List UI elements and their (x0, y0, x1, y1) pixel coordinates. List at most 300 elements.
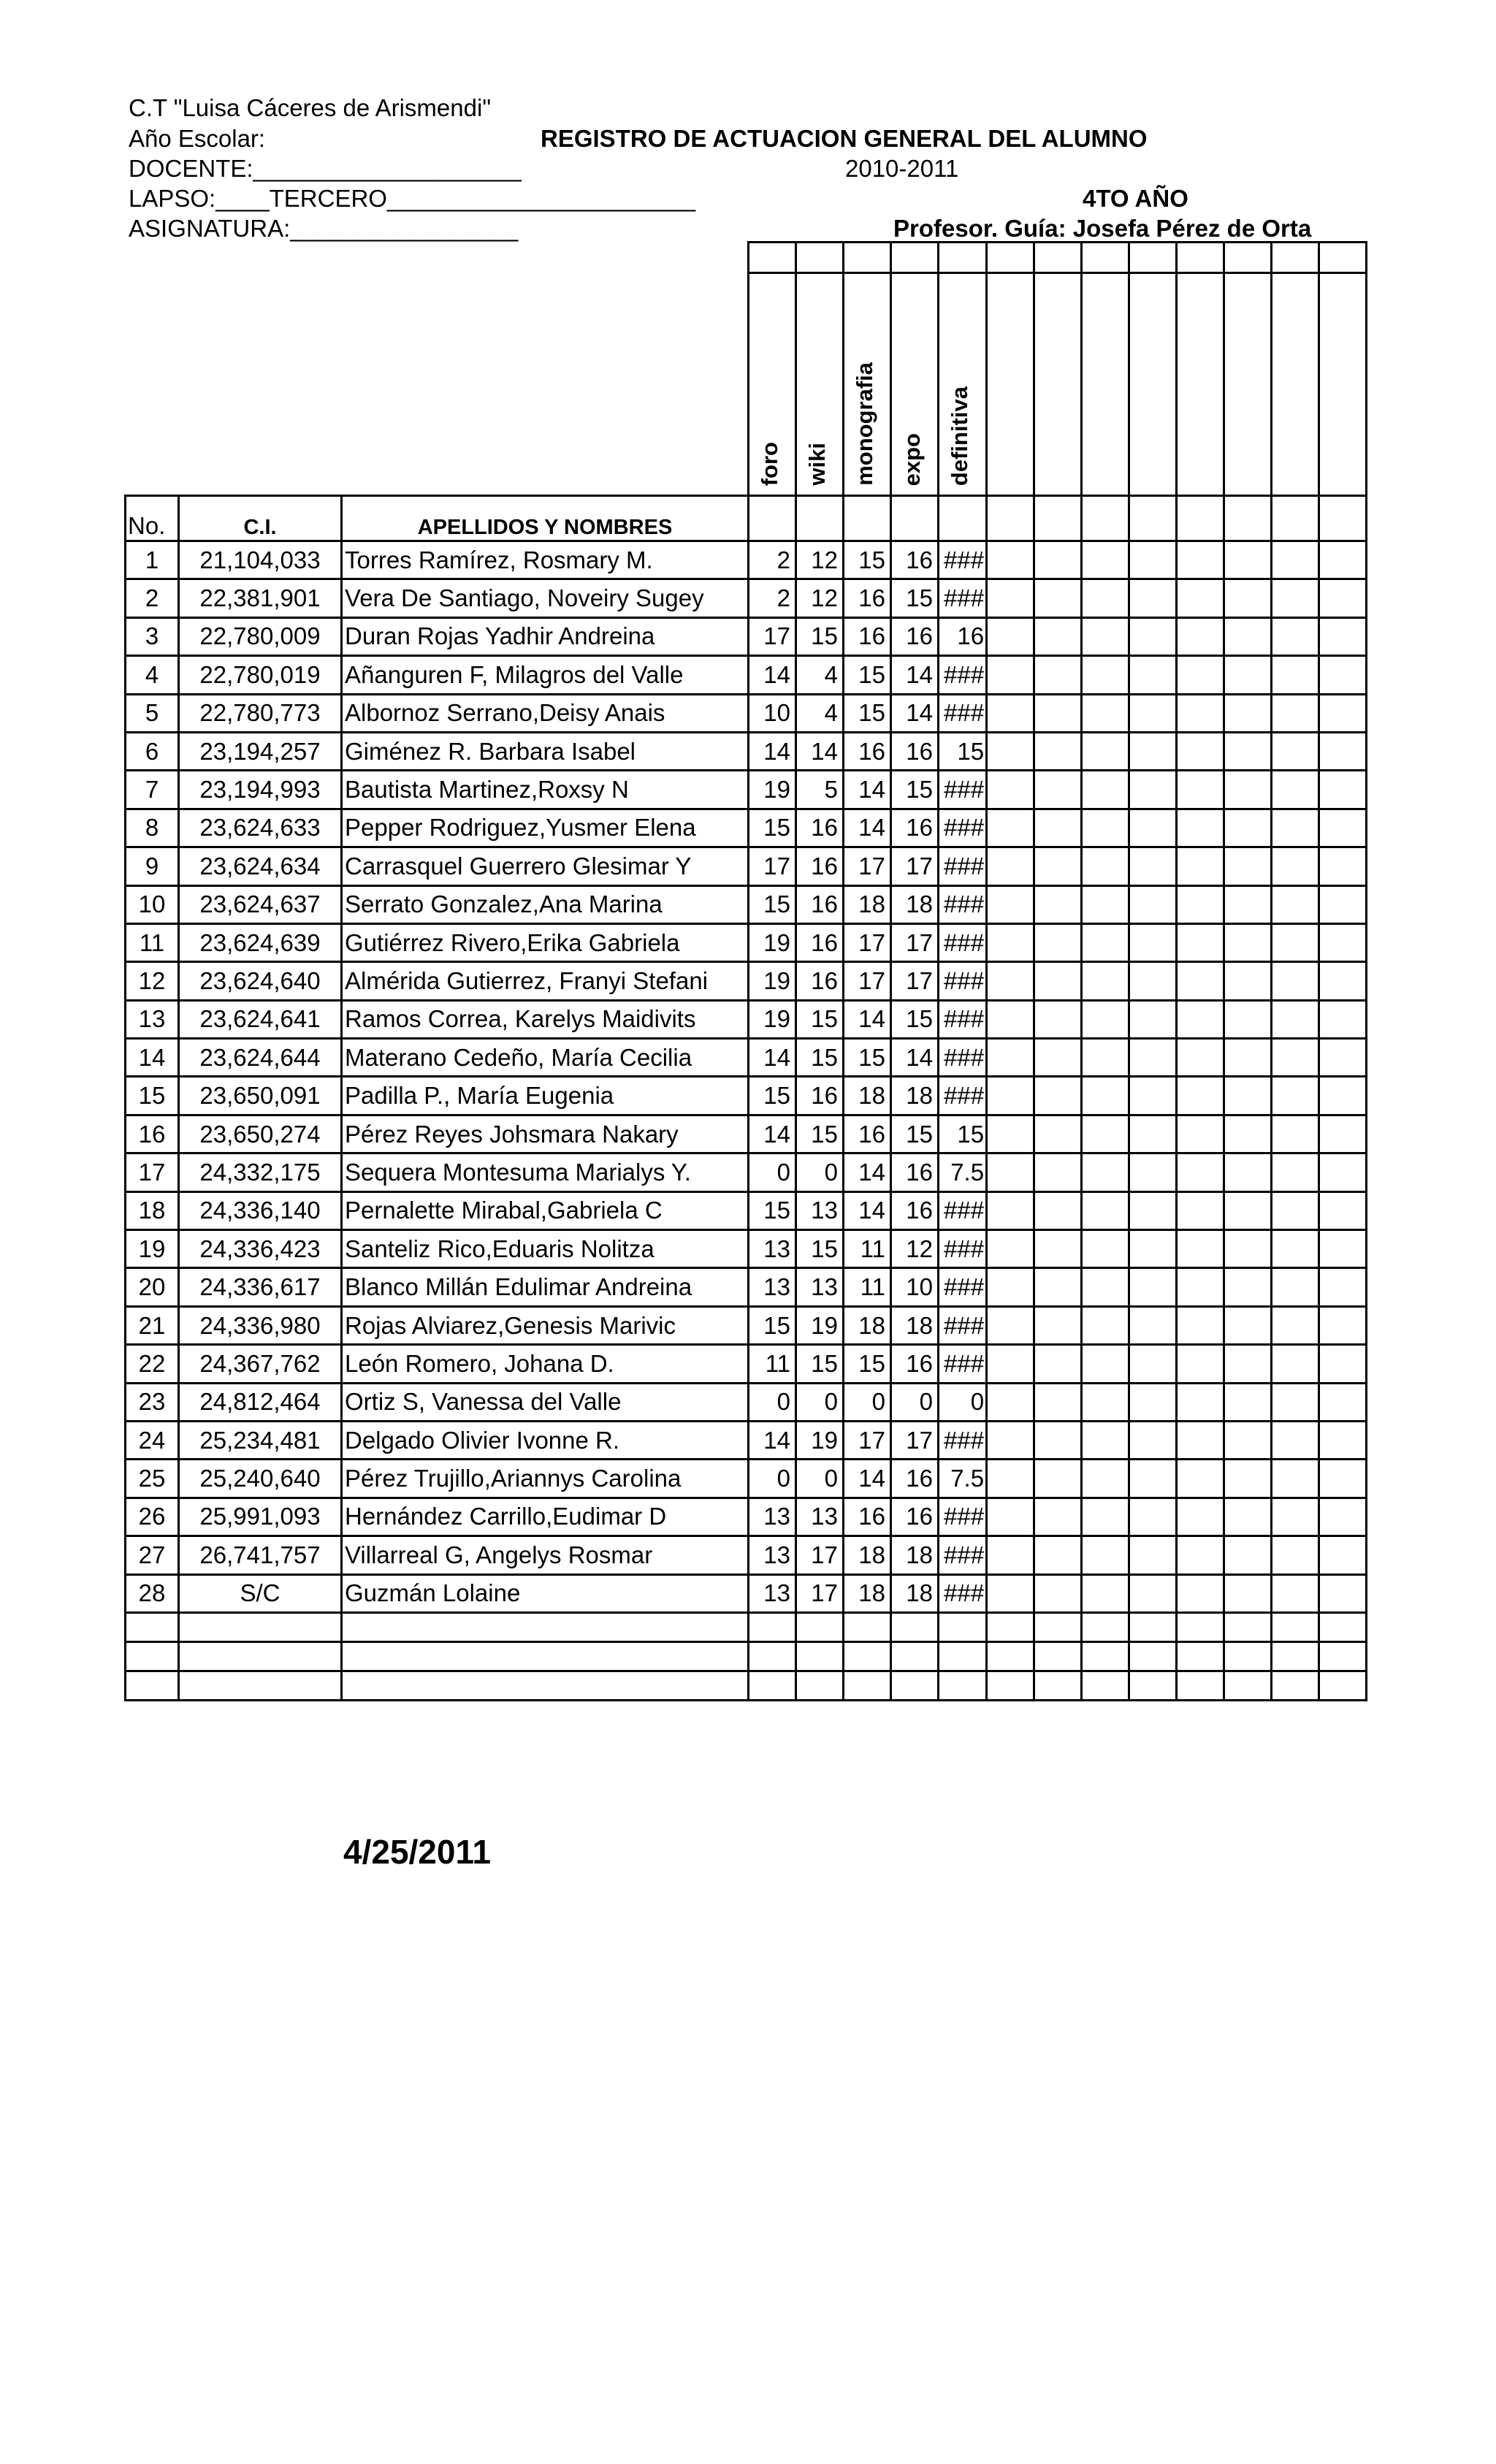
row-name: Serrato Gonzalez,Ana Marina (342, 885, 749, 923)
empty-cell (1272, 1345, 1319, 1383)
empty-cell (1272, 1115, 1319, 1153)
row-wiki: 12 (796, 541, 844, 579)
row-wiki: 19 (796, 1306, 844, 1344)
empty-cell (1082, 1306, 1129, 1344)
empty-cell (1272, 1000, 1319, 1038)
table-row (126, 1498, 1367, 1536)
empty-cell (1034, 923, 1082, 961)
row-wiki: 13 (796, 1498, 844, 1536)
row-name: Santeliz Rico,Eduaris Nolitza (342, 1230, 749, 1268)
empty-cell (1034, 1536, 1082, 1574)
row-name: Ortiz S, Vanessa del Valle (342, 1383, 749, 1421)
empty-cell (1177, 579, 1224, 617)
empty-cell (1177, 1268, 1224, 1306)
empty-cell (1319, 656, 1367, 694)
empty-cell (1224, 1460, 1272, 1498)
row-ci: 25,240,640 (179, 1460, 342, 1498)
empty-cell (1129, 1460, 1177, 1498)
document-title: REGISTRO DE ACTUACION GENERAL DEL ALUMNO (541, 125, 1148, 152)
empty-cell (1319, 617, 1367, 655)
row-expo: 15 (891, 1000, 939, 1038)
table-row (126, 579, 1367, 617)
row-definitiva: 7.5 (939, 1460, 987, 1498)
row-monografia: 11 (844, 1230, 891, 1268)
row-number: 20 (126, 1268, 179, 1306)
empty-cell (1272, 1574, 1319, 1612)
empty-cell (1082, 1498, 1129, 1536)
empty-cell (1272, 809, 1319, 847)
row-ci: 24,812,464 (179, 1383, 342, 1421)
table-row (126, 1153, 1367, 1191)
empty-cell (987, 1574, 1034, 1612)
empty-cell (1224, 1536, 1272, 1574)
empty-cell (1319, 694, 1367, 732)
row-monografia: 14 (844, 771, 891, 809)
empty-cell (1224, 1039, 1272, 1077)
row-number: 13 (126, 1000, 179, 1038)
table-row (126, 1306, 1367, 1344)
empty-cell (1319, 1574, 1367, 1612)
empty-cell (987, 732, 1034, 770)
empty-cell (1082, 1000, 1129, 1038)
row-foro: 13 (749, 1230, 796, 1268)
empty-cell (1224, 1191, 1272, 1229)
empty-cell (1272, 1460, 1319, 1498)
row-wiki: 0 (796, 1383, 844, 1421)
row-wiki: 4 (796, 694, 844, 732)
row-foro: 15 (749, 809, 796, 847)
guide-teacher: Profesor. Guía: Josefa Pérez de Orta (893, 215, 1312, 242)
row-definitiva: ### (939, 1230, 987, 1268)
row-number: 3 (126, 617, 179, 655)
empty-cell (1177, 732, 1224, 770)
row-ci: 24,332,175 (179, 1153, 342, 1191)
empty-cell (1224, 656, 1272, 694)
empty-cell (1177, 885, 1224, 923)
row-name: Hernández Carrillo,Eudimar D (342, 1498, 749, 1536)
empty-cell (987, 847, 1034, 885)
empty-cell (1272, 962, 1319, 1000)
row-foro: 14 (749, 1421, 796, 1459)
empty-cell (1319, 541, 1367, 579)
empty-cell (1129, 1039, 1177, 1077)
row-number: 1 (126, 541, 179, 579)
empty-cell (987, 541, 1034, 579)
row-definitiva: ### (939, 771, 987, 809)
row-ci: 23,624,644 (179, 1039, 342, 1077)
empty-cell (1224, 1345, 1272, 1383)
empty-cell (1224, 1383, 1272, 1421)
row-ci: 24,336,980 (179, 1306, 342, 1344)
row-name: Pérez Trujillo,Ariannys Carolina (342, 1460, 749, 1498)
empty-cell (1272, 1039, 1319, 1077)
row-foro: 15 (749, 885, 796, 923)
empty-cell (1082, 1191, 1129, 1229)
row-foro: 2 (749, 579, 796, 617)
empty-cell (1034, 1191, 1082, 1229)
empty-cell (1224, 1421, 1272, 1459)
row-definitiva: ### (939, 847, 987, 885)
empty-cell (1319, 923, 1367, 961)
empty-cell (1177, 1536, 1224, 1574)
empty-cell (1272, 617, 1319, 655)
row-foro: 19 (749, 771, 796, 809)
empty-cell (1224, 732, 1272, 770)
empty-cell (1034, 694, 1082, 732)
row-foro: 13 (749, 1268, 796, 1306)
row-expo: 16 (891, 1345, 939, 1383)
empty-cell (1177, 923, 1224, 961)
empty-cell (1272, 1536, 1319, 1574)
row-monografia: 18 (844, 885, 891, 923)
row-monografia: 11 (844, 1268, 891, 1306)
empty-cell (1129, 694, 1177, 732)
empty-cell (1272, 541, 1319, 579)
empty-cell (1129, 923, 1177, 961)
empty-cell (1034, 1460, 1082, 1498)
empty-cell (1034, 579, 1082, 617)
empty-cell (987, 1153, 1034, 1191)
empty-cell (1319, 1268, 1367, 1306)
empty-cell (1034, 847, 1082, 885)
empty-cell (1129, 579, 1177, 617)
row-ci: 23,624,634 (179, 847, 342, 885)
empty-cell (1082, 1268, 1129, 1306)
empty-cell (1272, 732, 1319, 770)
empty-cell (1082, 1536, 1129, 1574)
row-definitiva: 7.5 (939, 1153, 987, 1191)
row-foro: 0 (749, 1383, 796, 1421)
empty-cell (1129, 1574, 1177, 1612)
empty-cell (1082, 1345, 1129, 1383)
empty-cell (1129, 617, 1177, 655)
row-expo: 18 (891, 1306, 939, 1344)
table-row (126, 1268, 1367, 1306)
row-ci: 25,234,481 (179, 1421, 342, 1459)
table-row (126, 885, 1367, 923)
empty-cell (987, 1077, 1034, 1115)
empty-cell (1272, 771, 1319, 809)
row-monografia: 14 (844, 1000, 891, 1038)
row-number: 7 (126, 771, 179, 809)
row-number: 28 (126, 1574, 179, 1612)
empty-cell (1319, 1039, 1367, 1077)
row-number: 6 (126, 732, 179, 770)
row-monografia: 0 (844, 1383, 891, 1421)
row-monografia: 15 (844, 1345, 891, 1383)
empty-cell (1177, 1306, 1224, 1344)
table-row (126, 1191, 1367, 1229)
empty-cell (1034, 1230, 1082, 1268)
empty-cell (1034, 1421, 1082, 1459)
empty-cell (1177, 1039, 1224, 1077)
row-number: 14 (126, 1039, 179, 1077)
row-wiki: 15 (796, 1000, 844, 1038)
row-foro: 19 (749, 962, 796, 1000)
empty-cell (1034, 771, 1082, 809)
empty-cell (1177, 847, 1224, 885)
row-ci: 24,336,423 (179, 1230, 342, 1268)
empty-cell (1034, 1498, 1082, 1536)
empty-cell (1129, 1153, 1177, 1191)
row-expo: 10 (891, 1268, 939, 1306)
empty-cell (1224, 962, 1272, 1000)
empty-cell (1034, 1345, 1082, 1383)
row-definitiva: ### (939, 694, 987, 732)
row-wiki: 16 (796, 962, 844, 1000)
empty-cell (987, 885, 1034, 923)
row-number: 22 (126, 1345, 179, 1383)
row-wiki: 0 (796, 1153, 844, 1191)
row-foro: 14 (749, 1039, 796, 1077)
empty-cell (1129, 1077, 1177, 1115)
row-monografia: 17 (844, 962, 891, 1000)
row-monografia: 15 (844, 694, 891, 732)
row-definitiva: ### (939, 579, 987, 617)
row-expo: 17 (891, 1421, 939, 1459)
empty-cell (987, 1115, 1034, 1153)
row-name: Duran Rojas Yadhir Andreina (342, 617, 749, 655)
empty-cell (1272, 656, 1319, 694)
table-row (126, 1536, 1367, 1574)
row-definitiva: ### (939, 1345, 987, 1383)
row-wiki: 16 (796, 847, 844, 885)
row-ci: 23,624,639 (179, 923, 342, 961)
empty-cell (987, 1460, 1034, 1498)
row-foro: 13 (749, 1536, 796, 1574)
row-ci: 23,624,641 (179, 1000, 342, 1038)
table-row (126, 923, 1367, 961)
table-row (126, 1574, 1367, 1612)
row-wiki: 17 (796, 1574, 844, 1612)
row-number: 8 (126, 809, 179, 847)
empty-cell (1177, 1574, 1224, 1612)
empty-cell (1319, 962, 1367, 1000)
empty-cell (987, 1230, 1034, 1268)
empty-cell (1177, 771, 1224, 809)
empty-cell (987, 1498, 1034, 1536)
row-ci: 22,381,901 (179, 579, 342, 617)
empty-cell (1082, 1230, 1129, 1268)
empty-cell (987, 962, 1034, 1000)
row-wiki: 15 (796, 1230, 844, 1268)
empty-cell (1272, 1268, 1319, 1306)
row-wiki: 15 (796, 1345, 844, 1383)
row-foro: 17 (749, 617, 796, 655)
empty-cell (1034, 1306, 1082, 1344)
empty-cell (1034, 1383, 1082, 1421)
empty-cell (1319, 809, 1367, 847)
empty-cell (1319, 1460, 1367, 1498)
row-definitiva: 0 (939, 1383, 987, 1421)
empty-cell (1177, 1498, 1224, 1536)
row-name: Torres Ramírez, Rosmary M. (342, 541, 749, 579)
row-foro: 19 (749, 1000, 796, 1038)
row-monografia: 18 (844, 1306, 891, 1344)
row-monografia: 15 (844, 541, 891, 579)
empty-cell (1319, 1498, 1367, 1536)
row-ci: 23,624,637 (179, 885, 342, 923)
row-name: Gutiérrez Rivero,Erika Gabriela (342, 923, 749, 961)
table-row (126, 809, 1367, 847)
table-row (126, 617, 1367, 655)
row-number: 11 (126, 923, 179, 961)
row-foro: 14 (749, 656, 796, 694)
row-monografia: 15 (844, 1039, 891, 1077)
row-number: 24 (126, 1421, 179, 1459)
row-ci: 24,336,140 (179, 1191, 342, 1229)
empty-cell (987, 694, 1034, 732)
row-monografia: 18 (844, 1536, 891, 1574)
row-name: Pérez Reyes Johsmara Nakary (342, 1115, 749, 1153)
col-header-monografia: monografia (852, 362, 877, 486)
row-number: 18 (126, 1191, 179, 1229)
row-wiki: 15 (796, 1115, 844, 1153)
row-wiki: 13 (796, 1191, 844, 1229)
row-name: Sequera Montesuma Marialys Y. (342, 1153, 749, 1191)
empty-cell (1129, 1345, 1177, 1383)
teacher-label: DOCENTE:____________________ (129, 155, 522, 182)
row-wiki: 13 (796, 1268, 844, 1306)
empty-cell (1319, 885, 1367, 923)
empty-cell (1082, 1421, 1129, 1459)
row-monografia: 16 (844, 732, 891, 770)
col-header-definitiva: definitiva (947, 386, 972, 486)
empty-cell (1224, 809, 1272, 847)
empty-cell (1177, 962, 1224, 1000)
row-expo: 18 (891, 1574, 939, 1612)
row-ci: 22,780,019 (179, 656, 342, 694)
empty-cell (1034, 885, 1082, 923)
row-expo: 18 (891, 885, 939, 923)
empty-cell (1082, 1115, 1129, 1153)
row-monografia: 17 (844, 1421, 891, 1459)
row-name: Añanguren F, Milagros del Valle (342, 656, 749, 694)
row-monografia: 14 (844, 809, 891, 847)
row-foro: 17 (749, 847, 796, 885)
row-wiki: 15 (796, 1039, 844, 1077)
empty-cell (1224, 885, 1272, 923)
empty-cell (1082, 962, 1129, 1000)
row-monografia: 16 (844, 579, 891, 617)
table-row (126, 732, 1367, 770)
empty-cell (1177, 1191, 1224, 1229)
empty-cell (1129, 847, 1177, 885)
row-expo: 17 (891, 923, 939, 961)
row-ci: 25,991,093 (179, 1498, 342, 1536)
empty-cell (987, 1383, 1034, 1421)
row-monografia: 18 (844, 1574, 891, 1612)
row-foro: 11 (749, 1345, 796, 1383)
empty-cell (1224, 579, 1272, 617)
col-header-no: No. (128, 512, 166, 539)
empty-cell (1177, 541, 1224, 579)
row-number: 10 (126, 885, 179, 923)
row-expo: 18 (891, 1077, 939, 1115)
empty-cell (1177, 1000, 1224, 1038)
empty-cell (1224, 1153, 1272, 1191)
row-name: Rojas Alviarez,Genesis Marivic (342, 1306, 749, 1344)
row-monografia: 17 (844, 847, 891, 885)
empty-cell (1034, 617, 1082, 655)
empty-cell (1082, 809, 1129, 847)
empty-cell (1082, 923, 1129, 961)
row-number: 26 (126, 1498, 179, 1536)
empty-cell (1034, 1039, 1082, 1077)
empty-cell (1272, 1306, 1319, 1344)
row-ci: 24,367,762 (179, 1345, 342, 1383)
row-wiki: 4 (796, 656, 844, 694)
empty-cell (1129, 771, 1177, 809)
table-row (126, 656, 1367, 694)
row-definitiva: ### (939, 1421, 987, 1459)
row-definitiva: ### (939, 1039, 987, 1077)
empty-cell (1177, 1383, 1224, 1421)
row-expo: 16 (891, 1498, 939, 1536)
table-row (126, 694, 1367, 732)
row-number: 19 (126, 1230, 179, 1268)
row-foro: 15 (749, 1191, 796, 1229)
empty-cell (1129, 1536, 1177, 1574)
empty-cell (1177, 1460, 1224, 1498)
row-name: Almérida Gutierrez, Franyi Stefani (342, 962, 749, 1000)
row-name: León Romero, Johana D. (342, 1345, 749, 1383)
table-row (126, 1345, 1367, 1383)
empty-cell (1129, 1230, 1177, 1268)
empty-cell (987, 1536, 1034, 1574)
empty-cell (1224, 617, 1272, 655)
row-number: 23 (126, 1383, 179, 1421)
row-definitiva: ### (939, 1268, 987, 1306)
empty-cell (1272, 1191, 1319, 1229)
row-wiki: 16 (796, 1077, 844, 1115)
row-definitiva: ### (939, 885, 987, 923)
row-name: Ramos Correa, Karelys Maidivits (342, 1000, 749, 1038)
table-row (126, 1460, 1367, 1498)
report-date: 4/25/2011 (343, 1833, 492, 1871)
empty-cell (1129, 541, 1177, 579)
row-definitiva: ### (939, 541, 987, 579)
row-wiki: 14 (796, 732, 844, 770)
empty-cell (1177, 694, 1224, 732)
row-foro: 0 (749, 1460, 796, 1498)
row-number: 17 (126, 1153, 179, 1191)
empty-cell (987, 1000, 1034, 1038)
row-definitiva: ### (939, 1306, 987, 1344)
empty-cell (1034, 656, 1082, 694)
table-row (126, 962, 1367, 1000)
empty-cell (1272, 1421, 1319, 1459)
empty-cell (1224, 1000, 1272, 1038)
empty-cell (1034, 962, 1082, 1000)
empty-cell (1177, 809, 1224, 847)
empty-cell (1319, 579, 1367, 617)
row-wiki: 19 (796, 1421, 844, 1459)
empty-cell (1129, 1306, 1177, 1344)
row-name: Bautista Martinez,Roxsy N (342, 771, 749, 809)
row-name: Villarreal G, Angelys Rosmar (342, 1536, 749, 1574)
empty-cell (1177, 1115, 1224, 1153)
empty-cell (987, 617, 1034, 655)
row-name: Albornoz Serrano,Deisy Anais (342, 694, 749, 732)
empty-cell (1129, 1268, 1177, 1306)
row-definitiva: ### (939, 1077, 987, 1115)
empty-cell (987, 1039, 1034, 1077)
empty-cell (1272, 847, 1319, 885)
row-wiki: 16 (796, 885, 844, 923)
table-row (126, 1000, 1367, 1038)
empty-cell (1177, 1230, 1224, 1268)
